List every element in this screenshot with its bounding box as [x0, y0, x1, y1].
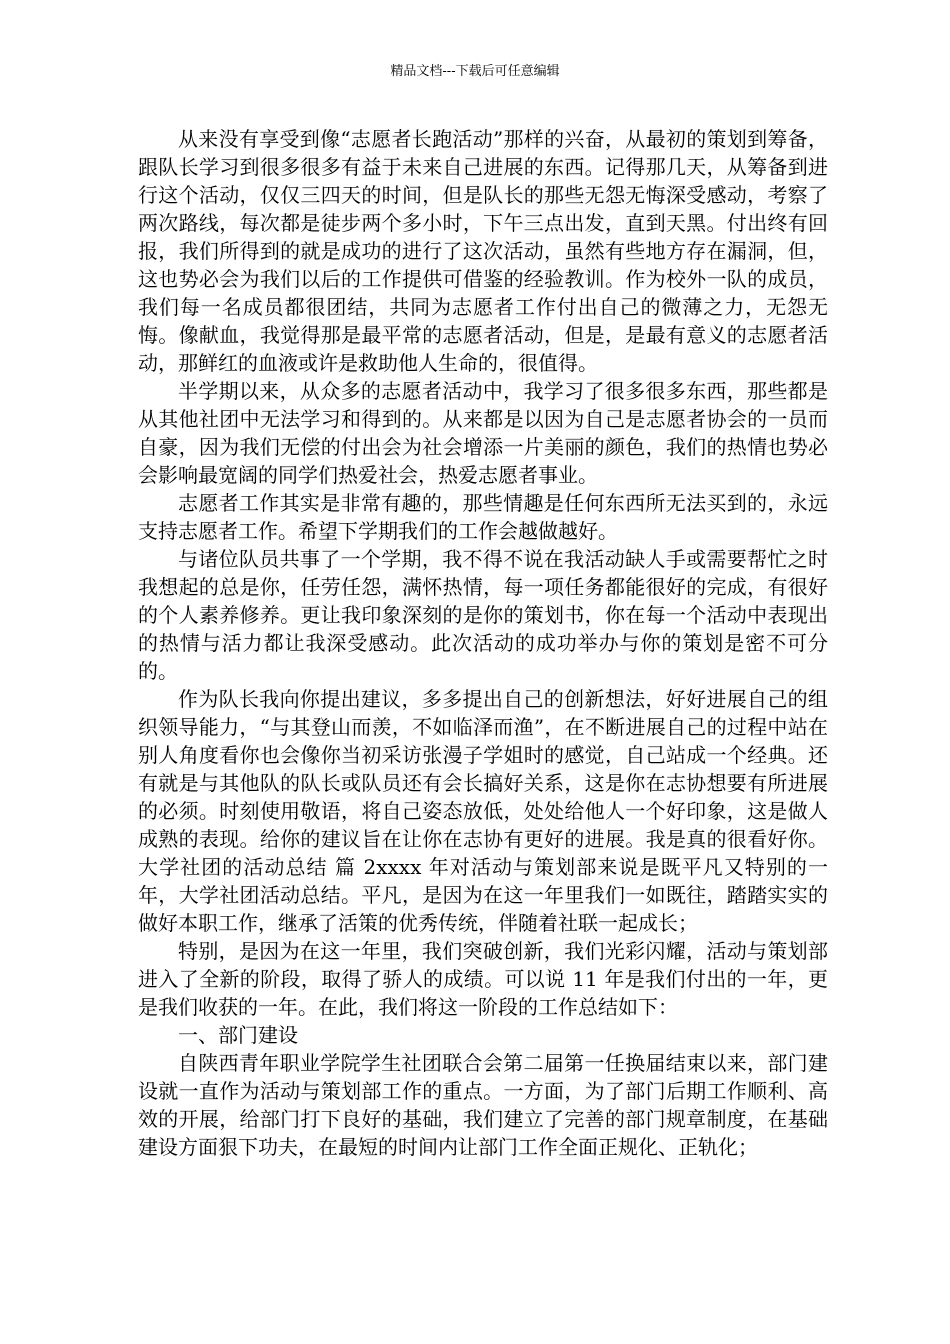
- paragraph-6: 特别，是因为在这一年里，我们突破创新，我们光彩闪耀，活动与策划部进入了全新的阶段，取得了骄人的成绩。可以说 11 年是我们付出的一年，更是我们收获的一年。在此，我们将这一阶段的工作总结如下：: [138, 939, 828, 1019]
- paragraph-4: 与诸位队员共事了一个学期，我不得不说在我活动缺人手或需要帮忙之时我想起的总是你，任劳任怨，满怀热情，每一项任务都能很好的完成，有很好的个人素养修养。更让我印象深刻的是你的策划书，你在每一个活动中表现出的热情与活力都让我深受感动。此次活动的成功举办与你的策划是密不可分的。: [138, 547, 828, 683]
- paragraph-3: 志愿者工作其实是非常有趣的，那些情趣是任何东西所无法买到的，永远支持志愿者工作。希望下学期我们的工作会越做越好。: [138, 491, 828, 543]
- document-body: [138, 125, 828, 1161]
- section-paragraph: 自陕西青年职业学院学生社团联合会第二届第一任换届结束以来，部门建设就一直作为活动与策划部工作的重点。一方面，为了部门后期工作顺利、高效的开展，给部门打下良好的基础，我们建立了完善的部门规章制度，在基础建设方面狠下功夫，在最短的时间内让部门工作全面正规化、正轨化；: [138, 1051, 828, 1159]
- section-heading: 一、部门建设: [178, 1023, 298, 1047]
- paragraph-5: 作为队长我向你提出建议，多多提出自己的创新想法，好好进展自己的组织领导能力，“与其登山而羡，不如临泽而渔”，在不断进展自己的过程中站在别人角度看你也会像你当初采访张漫子学姐时的感觉，自己站成一个经典。还有就是与其他队的队长或队员还有会长搞好关系，这是你在志协想要有所进展的必须。时刻使用敬语，将自己姿态放低，处处给他人一个好印象，这是做人成熟的表现。给你的建议旨在让你在志协有更好的进展。我是真的很看好你。大学社团的活动总结 篇 2xxxx 年对活动与策划部来说是既平凡又特别的一年，大学社团活动总结。平凡，是因为在这一年里我们一如既往，踏踏实实的做好本职工作，继承了活策的优秀传统，伴随着社联一起成长；: [138, 687, 828, 935]
- paragraph-1: 从来没有享受到像“志愿者长跑活动”那样的兴奋，从最初的策划到筹备，跟队长学习到很多很多有益于未来自己进展的东西。记得那几天，从筹备到进行这个活动，仅仅三四天的时间，但是队长的那些无怨无悔深受感动，考察了两次路线，每次都是徒步两个多小时，下午三点出发，直到天黑。付出终有回报，我们所得到的就是成功的进行了这次活动，虽然有些地方存在漏洞，但，这也势必会为我们以后的工作提供可借鉴的经验教训。作为校外一队的成员，我们每一名成员都很团结，共同为志愿者工作付出自己的微薄之力，无怨无悔。像献血，我觉得那是最平常的志愿者活动，但是，是最有意义的志愿者活动，那鲜红的血液或许是救助他人生命的，很值得。: [138, 127, 828, 375]
- page-header: 精品文档---下载后可任意编辑: [390, 64, 560, 79]
- paragraph-2: 半学期以来，从众多的志愿者活动中，我学习了很多很多东西，那些都是从其他社团中无法学习和得到的。从来都是以因为自己是志愿者协会的一员而自豪，因为我们无偿的付出会为社会增添一片美丽的颜色，我们的热情也势必会影响最宽阔的同学们热爱社会，热爱志愿者事业。: [138, 379, 828, 487]
